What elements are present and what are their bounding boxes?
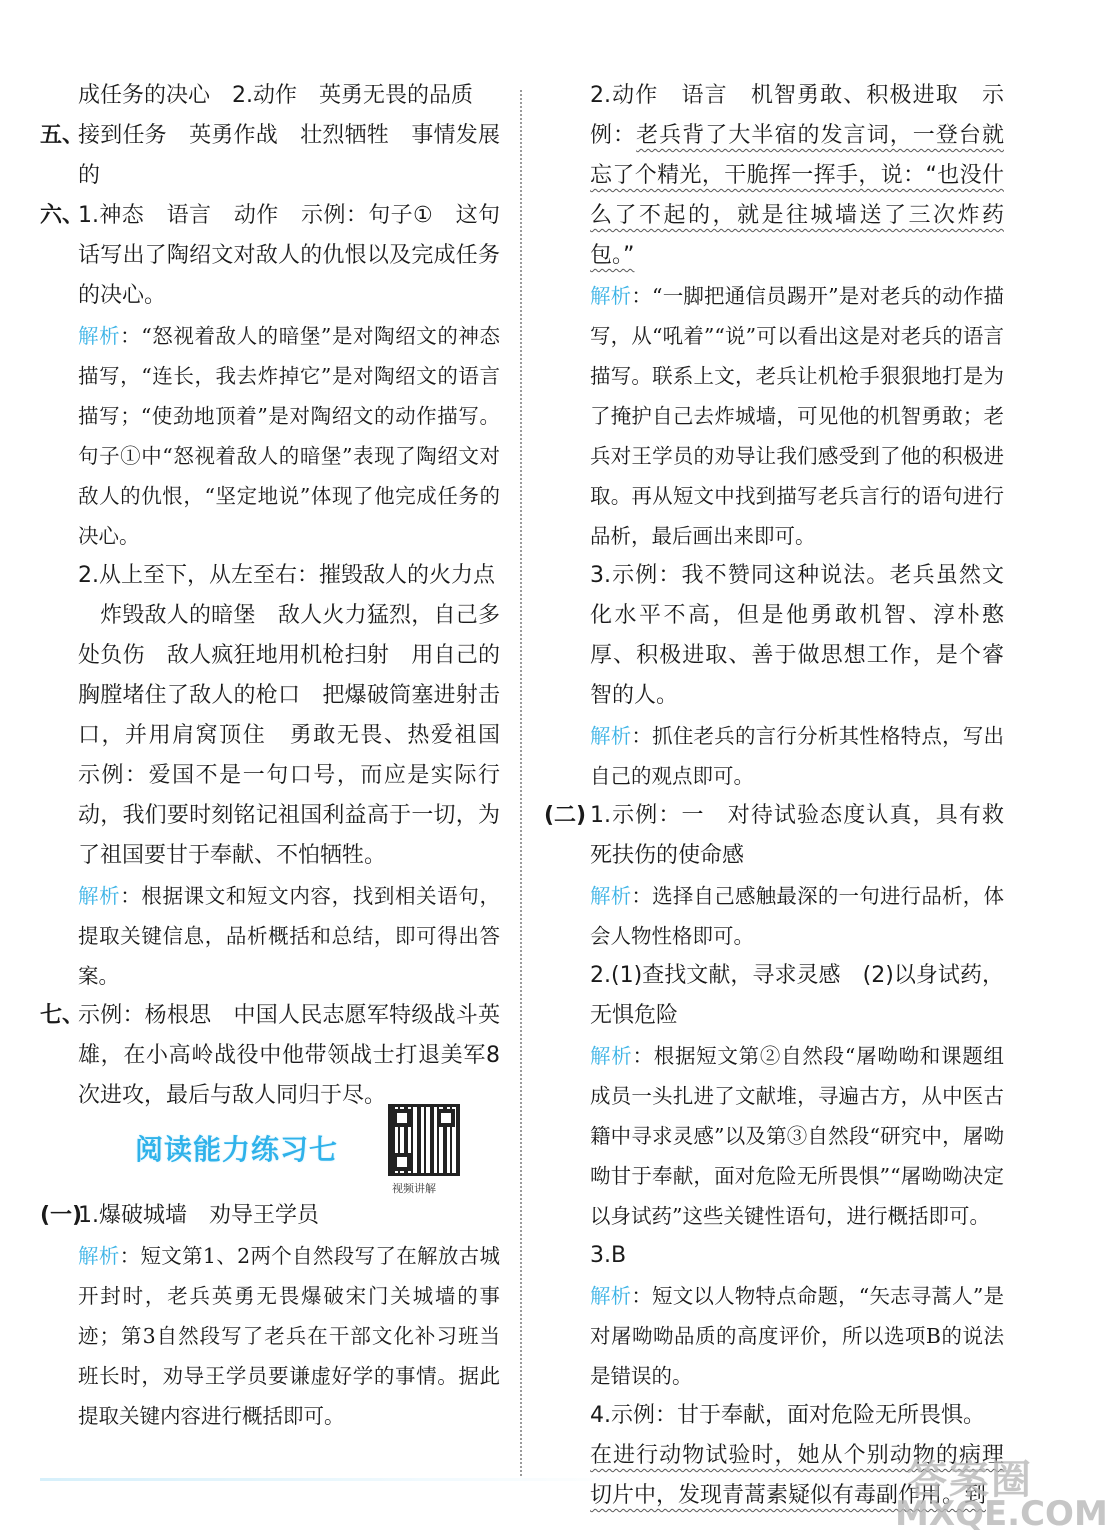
analysis-six-2 [40, 876, 500, 996]
item-seven-label: 七、 [40, 1003, 85, 1028]
item-seven [40, 996, 500, 1116]
analysis-part-two-q1-text: ：选择自己感触最深的一句进行品析，体会人物性格即可。 [590, 884, 1004, 948]
analysis-part-two-q2 [552, 1036, 1004, 1236]
analysis-label: 解析 [590, 284, 632, 308]
section-title: 阅读能力练习七 [135, 1133, 339, 1166]
analysis-part-two-q1 [552, 876, 1004, 956]
analysis-label: 解析 [590, 724, 632, 748]
part-two-q4-text: 4.示例：甘于奉献，面对危险无所畏惧。 [590, 1403, 985, 1428]
item-five [40, 116, 500, 196]
part-two-q3: 3.B [590, 1243, 627, 1268]
left-line-1: 成任务的决心 2.动作 英勇无畏的品质 [78, 83, 473, 108]
analysis-q3 [552, 716, 1004, 796]
part-two-q1-text: 1.示例：一 对待试验态度认真，具有救死扶伤的使命感 [590, 803, 1004, 868]
part-one-q1 [40, 1196, 500, 1236]
watermark-line-2: MXQE.COM [895, 1494, 1108, 1534]
analysis-label: 解析 [78, 324, 121, 348]
item-six-label: 六、 [40, 203, 85, 228]
item-seven-text: 示例：杨根思 中国人民志愿军特级战斗英雄，在小高岭战役中他带领战士打退美军8次进攻，最后与敌人同归于尽。 [78, 1003, 500, 1108]
item-five-label: 五、 [40, 123, 85, 148]
analysis-label: 解析 [590, 1044, 633, 1068]
item-six-1 [40, 196, 500, 316]
analysis-part-one-q1 [40, 1236, 500, 1436]
column-divider [520, 90, 522, 1480]
analysis-q3-text: ：抓住老兵的言行分析其性格特点，写出自己的观点即可。 [590, 724, 1004, 788]
item-six-2-head: 2.从上至下，从左至右：摧毁敌人的火力点 [78, 563, 495, 588]
q2-head: 2.动作 语言 机智勇敢、积极进取 示例： [590, 83, 1004, 148]
part-one-q1-text: 1.爆破城墙 劝导王学员 [78, 1203, 319, 1228]
analysis-part-two-q2-text: ：根据短文第②自然段“屠呦呦和课题组成员一头扎进了文献堆，寻遍古方，从中医古籍中寻求灵感”以及第③自然段“研究中，屠呦呦甘于奉献，面对危险无所畏惧”“屠呦呦决定以身试药”这些关键性语句，进行概括即可。 [590, 1044, 1005, 1228]
bottom-rule [40, 1478, 640, 1481]
analysis-part-two-q3-text: ：短文以人物特点命题，“矢志寻蒿人”是对屠呦呦品质的高度评价，所以选项B的说法是错误的。 [590, 1284, 1004, 1388]
part-two-q1 [544, 796, 1004, 876]
analysis-six-2-text: ：根据课文和短文内容，找到相关语句，提取关键信息，品析概括和总结，即可得出答案。 [78, 884, 501, 988]
qr-code-icon[interactable] [388, 1104, 460, 1176]
part-two-label: (二) [544, 803, 587, 828]
item-six-2-body: 炸毁敌人的暗堡 敌人火力猛烈，自己多处负伤 敌人疯狂地用机枪扫射 用自己的胸膛堵住了敌人的枪口 把爆破筒塞进射击口，并用肩窝顶住 勇敢无畏、热爱祖国 示例：爱国不是一句口号，而应是实际行动，我们要时刻铭记祖国利益高于一切，为了祖国要甘于奉献、不怕牺牲。 [78, 603, 523, 868]
watermark [895, 1448, 1108, 1536]
item-five-text: 接到任务 英勇作战 壮烈牺牲 事情发展的 [78, 123, 500, 188]
analysis-q2-text: ：“一脚把通信员踢开”是对老兵的动作描写，从“吼着”“说”可以看出这是对老兵的语言描写。联系上文，老兵让机枪手狠狠地打是为了掩护自己去炸城墙，可见他的机智勇敢；老兵对王学员的劝导让我们感受到了他的积极进取。再从短文中找到描写老兵言行的语句进行品析，最后画出来即可。 [590, 284, 1004, 548]
q2-quote: 老兵背了大半宿的发言词，一登台就忘了个精光，干脆挥一挥手，说：“也没什么了不起的，就是往城墙送了三次炸药包。” [590, 123, 1004, 268]
analysis-six-1-text: ：“怒视着敌人的暗堡”是对陶绍文的神态描写，“连长，我去炸掉它”是对陶绍文的语言描写；“使劲地顶着”是对陶绍文的动作描写。句子①中“怒视着敌人的暗堡”表现了陶绍文对敌人的仇恨，“坚定地说”体现了他完成任务的决心。 [78, 324, 500, 548]
analysis-label: 解析 [590, 884, 632, 908]
analysis-label: 解析 [78, 1244, 120, 1268]
qr-caption: 视频讲解 [392, 1182, 436, 1195]
analysis-q2 [552, 276, 1004, 556]
part-two-q4-quote: 在进行动物试验时，她从个别动物的病理切片中，发现青蒿素疑似有毒副作用。到 [590, 1443, 1004, 1508]
analysis-six-1 [40, 316, 500, 556]
left-column [40, 76, 523, 1116]
analysis-part-one-q1-text: ：短文第1、2两个自然段写了在解放古城开封时，老兵英勇无畏爆破宋门关城墙的事迹；第3自然段写了老兵在干部文化补习班当班长时，劝导王学员要谦虚好学的事情。据此提取关键内容进行概括即可。 [78, 1244, 500, 1428]
q3-answer: 3.示例：我不赞同这种说法。老兵虽然文化水平不高，但是他勇敢机智、淳朴憨厚、积极进取、善于做思想工作，是个睿智的人。 [590, 563, 1004, 708]
part-two-q2: 2.(1)查找文献，寻求灵感 (2)以身试药，无惧危险 [590, 963, 1004, 1028]
part-one-label: (一) [40, 1203, 83, 1228]
analysis-label: 解析 [78, 884, 121, 908]
q2-answer [552, 76, 1004, 276]
analysis-label: 解析 [590, 1284, 632, 1308]
analysis-part-two-q3 [552, 1276, 1004, 1396]
right-column [544, 76, 1005, 1516]
left-column-part-2 [40, 1196, 500, 1436]
item-six-1-text: 1.神态 语言 动作 示例：句子① 这句话写出了陶绍文对敌人的仇恨以及完成任务的决心。 [78, 203, 500, 308]
watermark-line-1: 答案圈 [907, 1457, 1033, 1503]
part-two-q4 [552, 1396, 1004, 1436]
